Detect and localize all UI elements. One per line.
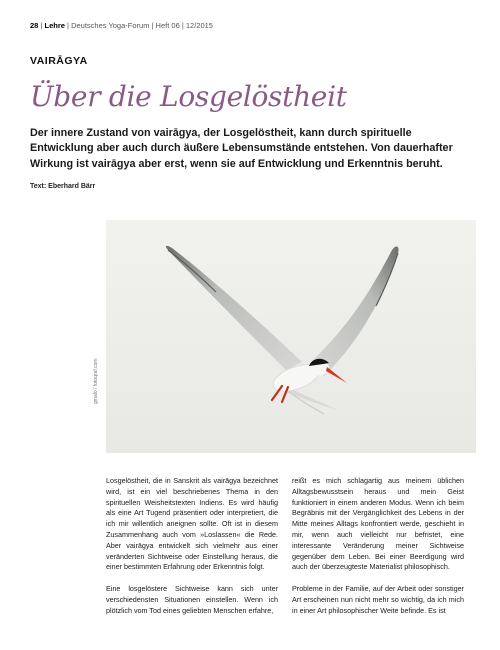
- body-column-left: [106, 476, 278, 627]
- body-paragraph: Losgelöstheit, die in Sanskrit als vairāgya bezeichnet wird, ist ein viel beschriebenes Thema in den spirituellen Weisheitstexten Indiens. Es wird häufig als eine Art Tugend präsentiert oder interpretiert, die ich mir willentlich aneignen sollte. Oft ist in diesem Zusammenhang auch vom »Loslassen« die Rede. Aber vairāgya entwickelt sich vielmehr aus einer veränderten Sichtweise oder Einstellung heraus, die einer bestimmten Erfahrung oder Erkenntnis folgt.: [106, 476, 278, 572]
- body-column-right: [292, 476, 464, 627]
- photo-credit: gmalo / fotoqraf.com: [93, 358, 99, 404]
- tern-photo: [106, 220, 476, 453]
- body-paragraph: Probleme in der Familie, auf der Arbeit oder sonstiger Art erscheinen nun nicht mehr so wichtig, da ich mich in einer Art philosophischer Weite befinde. Es ist: [292, 583, 464, 615]
- article-title: Über die Losgelöstheit: [30, 80, 347, 113]
- tern-illustration: [106, 220, 476, 453]
- article-lead: Der innere Zustand von vairāgya, der Losgelöstheit, kann durch spirituelle Entwicklung aber auch durch äußere Lebensumstände entstehen. Von dauerhafter Wirkung ist vairāgya aber erst, wenn sie auf Entwicklung und Erkenntnis beruht.: [30, 127, 453, 170]
- section-name: Lehre: [44, 21, 65, 30]
- body-paragraph: reißt es mich schlagartig aus meinem üblichen Alltagsbewusstsein heraus und mein Geist funktioniert in einem anderen Modus. Wenn ich beim Begräbnis mit der Vergänglichkeit des Lebens in der Mitte meines Alltags konfrontiert werde, geschieht in mir, wenn auch vielleicht nur befristet, eine interessante Veränderung meiner Sichtweise gegenüber dem Leben. Bei einer Beerdigung wird auch der überzeugteste Materialist philosophisch.: [292, 476, 464, 572]
- publication-info: Deutsches Yoga-Forum | Heft 06 | 12/2015: [71, 21, 213, 30]
- running-header: 28 | Lehre | Deutsches Yoga-Forum | Heft 06 | 12/2015: [30, 21, 213, 30]
- article-kicker: VAIRĀGYA: [30, 55, 88, 67]
- body-paragraph: Eine losgelöstere Sichtweise kann sich unter verschiedensten Situationen einstellen. Wenn ich plötzlich vom Tod eines geliebten Menschen erfahre,: [106, 583, 278, 615]
- author-credit: Text: Eberhard Bärr: [30, 183, 96, 190]
- page-number: 28: [30, 21, 39, 30]
